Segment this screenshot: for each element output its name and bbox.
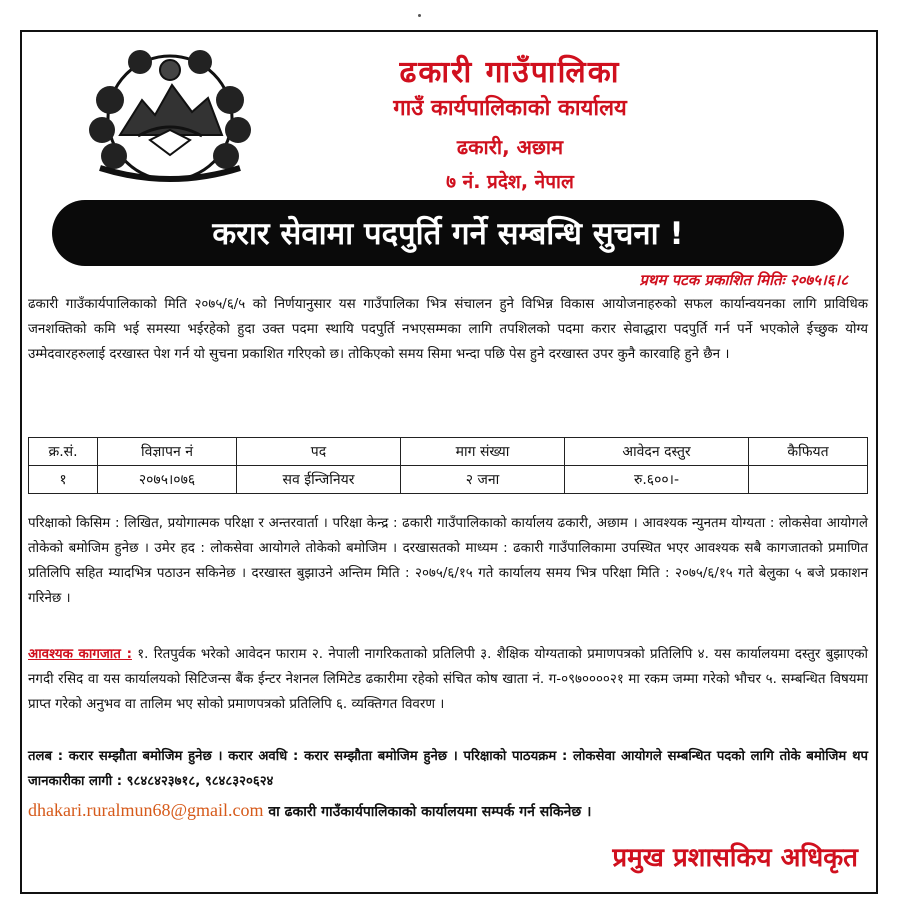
documents-paragraph: [28, 642, 868, 717]
contact-line: [28, 800, 868, 821]
table-row: [29, 466, 868, 494]
office-location: ढकारी, अछाम: [456, 135, 564, 159]
contact-suffix: वा ढकारी गाउँकार्यपालिकाको कार्यालयमा सम्पर्क गर्न सकिनेछ ।: [263, 804, 592, 820]
terms-paragraph: तलब : करार सम्झौता बमोजिम हुनेछ । करार अवधि : करार सम्झौता बमोजिम हुनेछ । परिक्षाको पाठयक्रम : लोकसेवा आयोगले सम्बन्धित पदको लागि तोके बमोजिम थप जानकारीका लागी : ९८४८४२३७१८, ९८४८३२०६२४: [28, 749, 868, 789]
intro-paragraph: ढकारी गाउँकार्यपालिकाको मिति २०७५/६/५ को निर्णयानुसार यस गाउँपालिका भित्र संचालन हुने विभिन्न विकास आयोजनाहरुको सफल कार्यान्वयनका लागि प्राविधिक जनशक्तिको कमि भई समस्या भईरहेको हुदा उक्त पदमा स्थायि पदपुर्ति नभएसम्मका लागि तपशिलको पदमा करार सेवाद्धारा पदपुर्ति गर्न पर्ने भएकोले ईच्छुक योग्य उम्मेदवारहरुलाई दरखास्त पेश गर्न यो सुचना प्रकाशित गरिएको छ। तोकिएको समय सिमा भन्दा पछि पेस हुने दरखास्त उपर कुनै कारवाहि हुने छैन ।: [28, 297, 868, 362]
nepal-government-emblem-icon: [80, 40, 260, 190]
cell-ad-no: २०७५।०७६: [98, 466, 237, 494]
table-header-row: [29, 438, 868, 466]
signature: प्रमुख प्रशासकिय अधिकृत: [612, 843, 858, 873]
cell-remarks: [749, 466, 868, 494]
cell-fee: रु.६००।-: [565, 466, 749, 494]
documents-label: आवश्यक कागजात :: [28, 647, 132, 662]
col-post: पद: [237, 438, 401, 466]
col-remarks: कैफियत: [749, 438, 868, 466]
col-sn: क्र.सं.: [29, 438, 98, 466]
col-fee: आवेदन दस्तुर: [565, 438, 749, 466]
cell-post: सव ईन्जिनियर: [237, 466, 401, 494]
exam-paragraph: परिक्षाको किसिम : लिखित, प्रयोगात्मक परिक्षा र अन्तरवार्ता । परिक्षा केन्द्र : ढकारी गाउँपालिकाको कार्यालय ढकारी, अछाम । आवश्यक न्युनतम योग्यता : लोकसेवा आयोगले तोकेको बमोजिम हुनेछ । उमेर हद : लोकसेवा आयोगले तोकेको बमोजिम । दरखासतको माध्यम : ढकारी गाउँपालिकामा उपस्थित भएर आवश्यक सबै कागजातको प्रमाणित प्रतिलिपि सहित म्यादभित्र पठाउन सकिनेछ । दरखास्त बुझाउने अन्तिम मिति : २०७५/६/१५ गते कार्यालय समय भित्र परिक्षा मिति : २०७५/६/१५ गते बेलुका ५ बजे प्रकाशन गरिनेछ ।: [28, 516, 868, 606]
email-link[interactable]: dhakari.ruralmun68@gmail.com: [28, 800, 264, 820]
office-name: गाउँ कार्यपालिकाको कार्यालय: [393, 96, 627, 121]
cell-sn: १: [29, 466, 98, 494]
notice-title-banner: करार सेवामा पदपुर्ति गर्ने सम्बन्धि सुचना !: [52, 200, 844, 266]
col-ad-no: विज्ञापन नं: [98, 438, 237, 466]
speck: [418, 14, 421, 17]
org-name: ढकारी गाउँपालिका: [399, 55, 621, 90]
col-demand: माग संख्या: [401, 438, 565, 466]
published-date: प्रथम पटक प्रकाशित मितिः २०७५।६।८: [639, 271, 848, 289]
vacancy-table: [28, 437, 868, 494]
cell-demand: २ जना: [401, 466, 565, 494]
province: ७ नं. प्रदेश, नेपाल: [446, 171, 574, 193]
documents-list: १. रितपुर्वक भरेको आवेदन फाराम २. नेपाली नागरिकताको प्रतिलिपी ३. शैक्षिक योग्यताको प्रमाणपत्रको प्रतिलिपि ४. यस कार्यालयमा दस्तुर बुझाएको नगदी रसिद वा यस कार्यालयको सिटिजन्स बैंक ईन्टर नेशनल लिमिटेड ढकारीमा रहेको संचित कोष खाता नं. ग-०९७००००२१ मा रकम जम्मा गरेको भौचर ५. सम्बन्धित विषयमा प्राप्त गरेको अनुभव वा तालिम भए सोको प्रमाणपत्रको प्रतिलिपि ६. व्यक्तिगत विवरण ।: [28, 647, 868, 712]
